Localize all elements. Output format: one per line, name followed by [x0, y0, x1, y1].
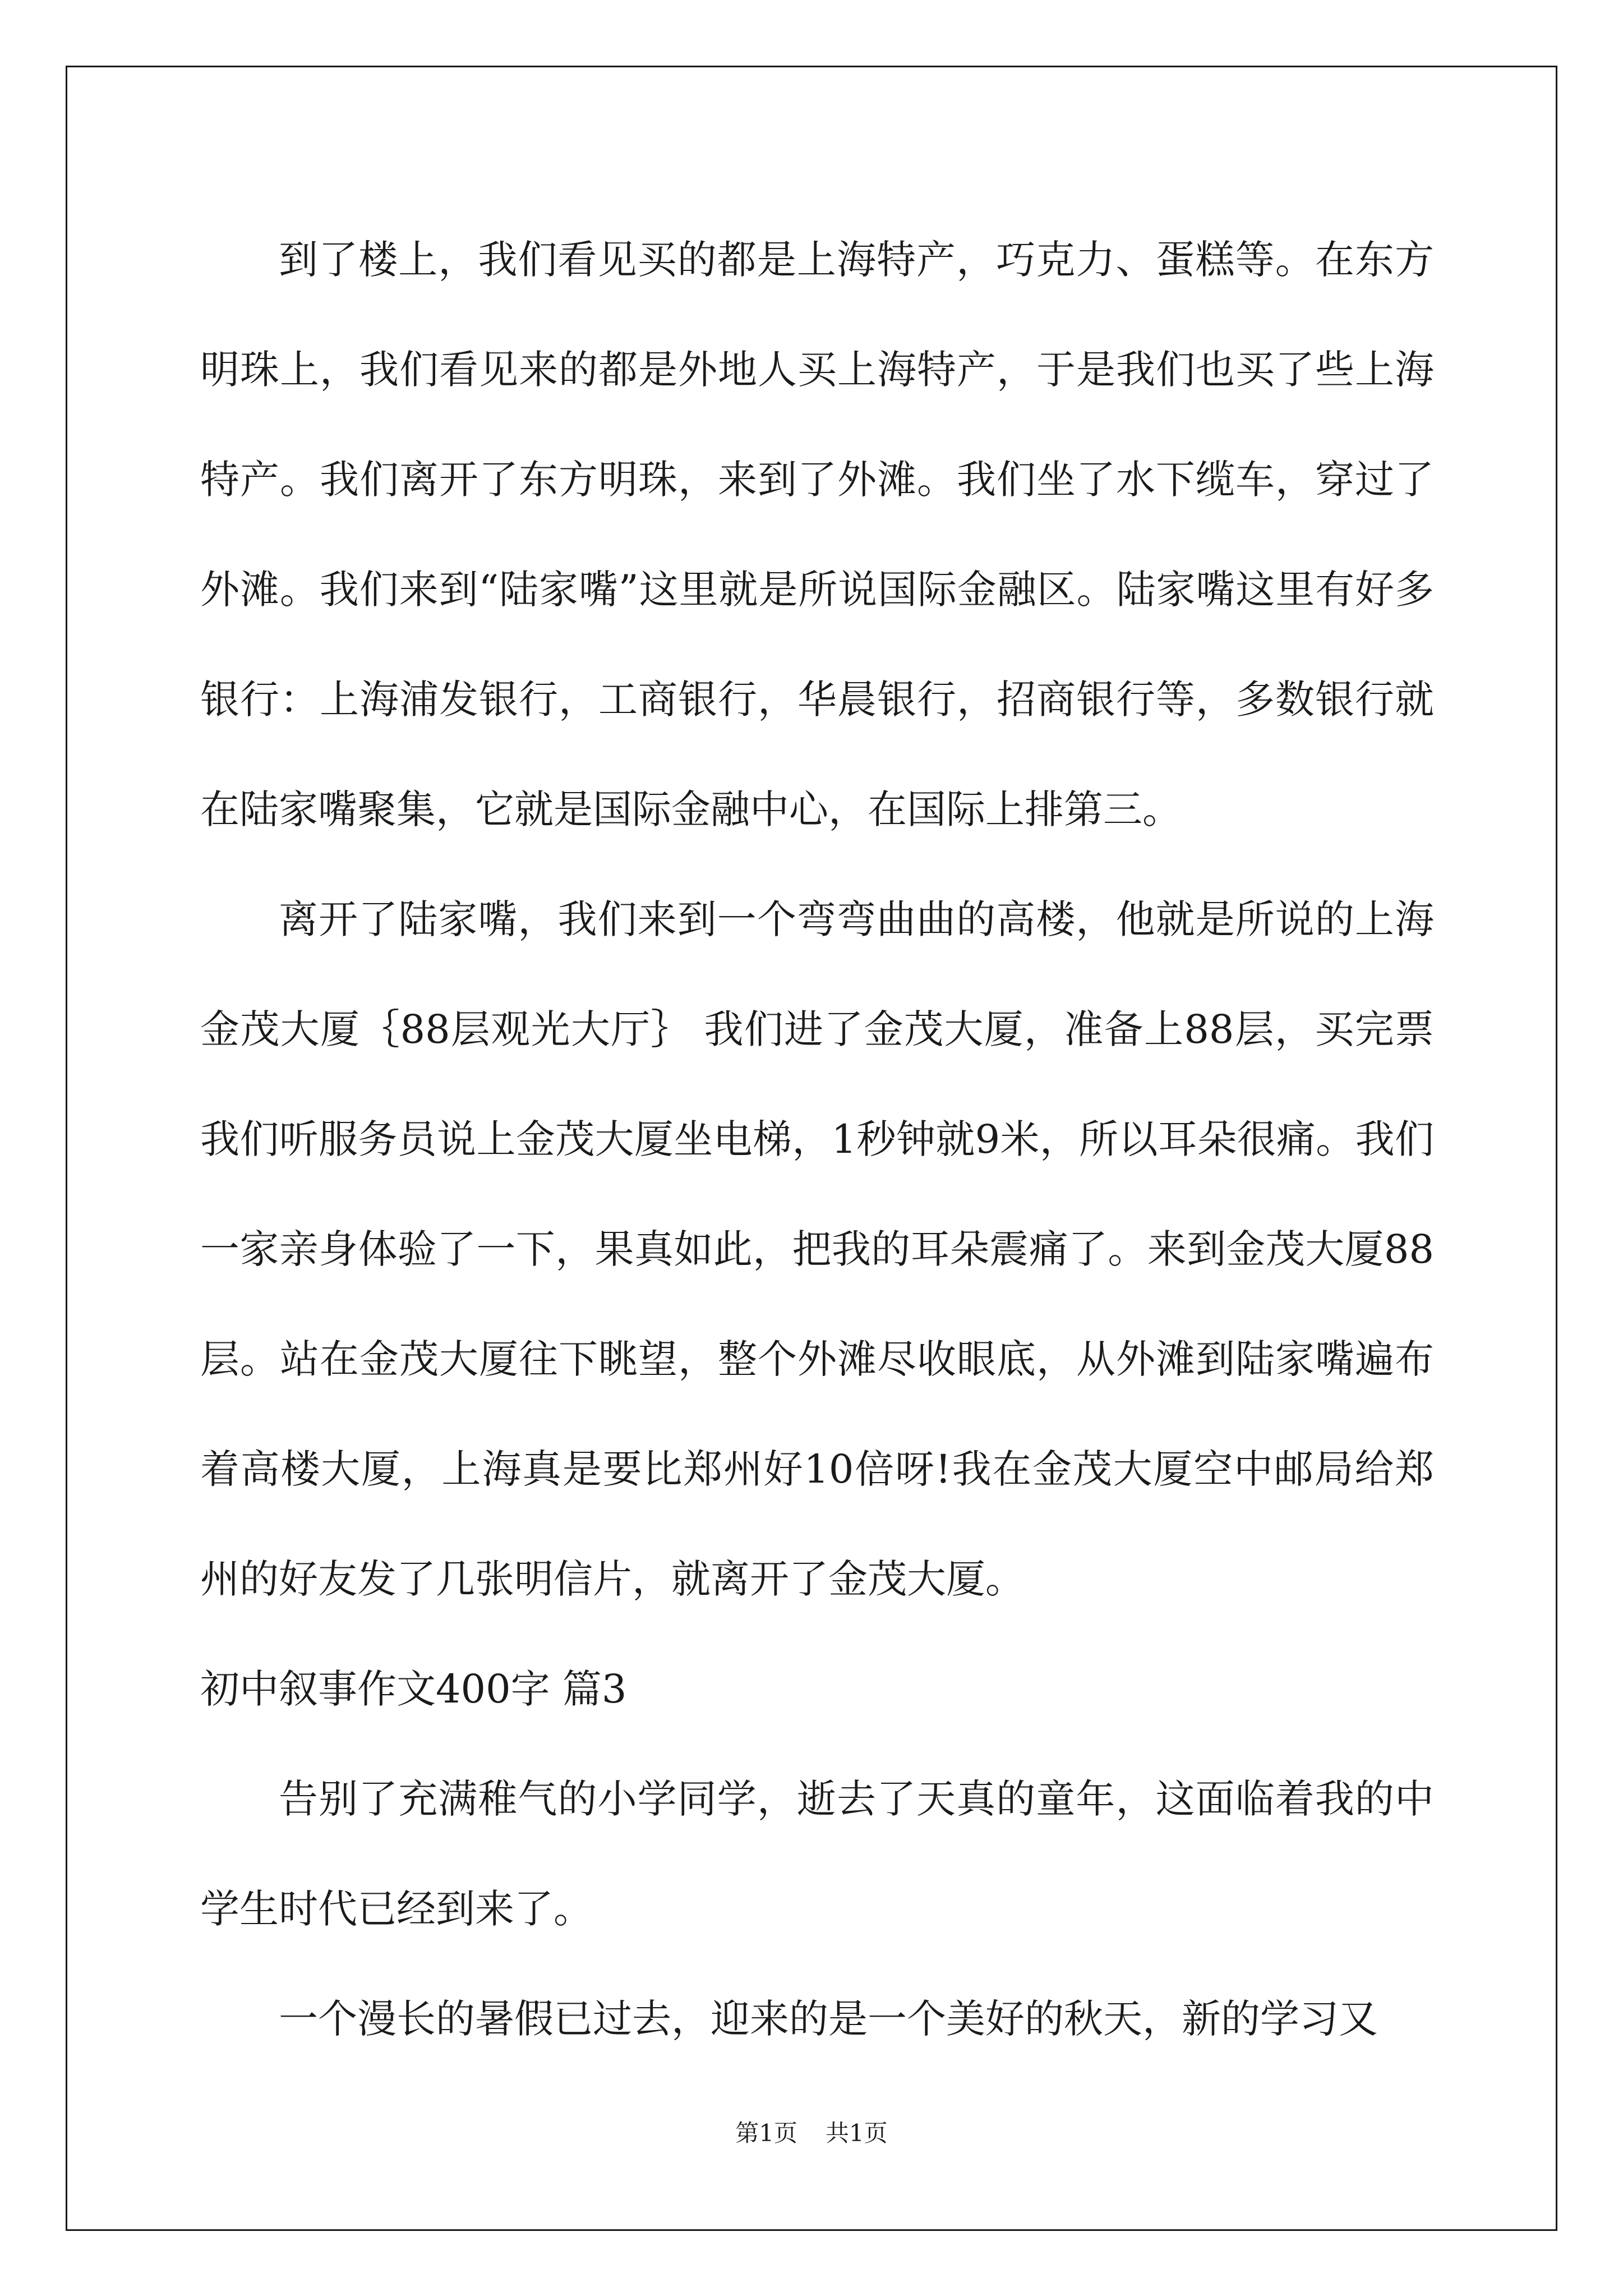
page-footer — [0, 2115, 1623, 2148]
paragraph-jinmao-tower: 离开了陆家嘴，我们来到一个弯弯曲曲的高楼，他就是所说的上海金茂大厦｛88层观光大厅｝ 我们进了金茂大厦，准备上88层，买完票我们听服务员说上金茂大厦坐电梯，1秒钟就9米，所以耳朵很痛。我们一家亲身体验了一下，果真如此，把我的耳朵震痛了。来到金茂大厦88层。站在金茂大厦往下眺望，整个外滩尽收眼底，从外滩到陆家嘴遍布着高楼大厦，上海真是要比郑州好10倍呀!我在金茂大厦空中邮局给郑州的好友发了几张明信片，就离开了金茂大厦。 — [200, 896, 1434, 1602]
paragraph-shanghai-specialties: 到了楼上，我们看见买的都是上海特产，巧克力、蛋糕等。在东方明珠上，我们看见来的都是外地人买上海特产，于是我们也买了些上海特产。我们离开了东方明珠，来到了外滩。我们坐了水下缆车，穿过了外滩。我们来到“陆家嘴”这里就是所说国际金融区。陆家嘴这里有好多银行：上海浦发银行，工商银行，华晨银行，招商银行等，多数银行就在陆家嘴聚集，它就是国际金融中心，在国际上排第三。 — [200, 237, 1434, 832]
section-heading: 初中叙事作文400字 篇3 — [200, 1666, 627, 1712]
page-total: 共1页 — [826, 2119, 888, 2147]
page-number: 第1页 — [735, 2119, 797, 2147]
paragraph-middle-school: 告别了充满稚气的小学同学，逝去了天真的童年，这面临着我的中学生时代已经到来了。 — [200, 1776, 1434, 1932]
document-body — [200, 205, 1434, 2074]
paragraph-summer-vacation: 一个漫长的暑假已过去，迎来的是一个美好的秋天，新的学习又 — [279, 1996, 1378, 2042]
